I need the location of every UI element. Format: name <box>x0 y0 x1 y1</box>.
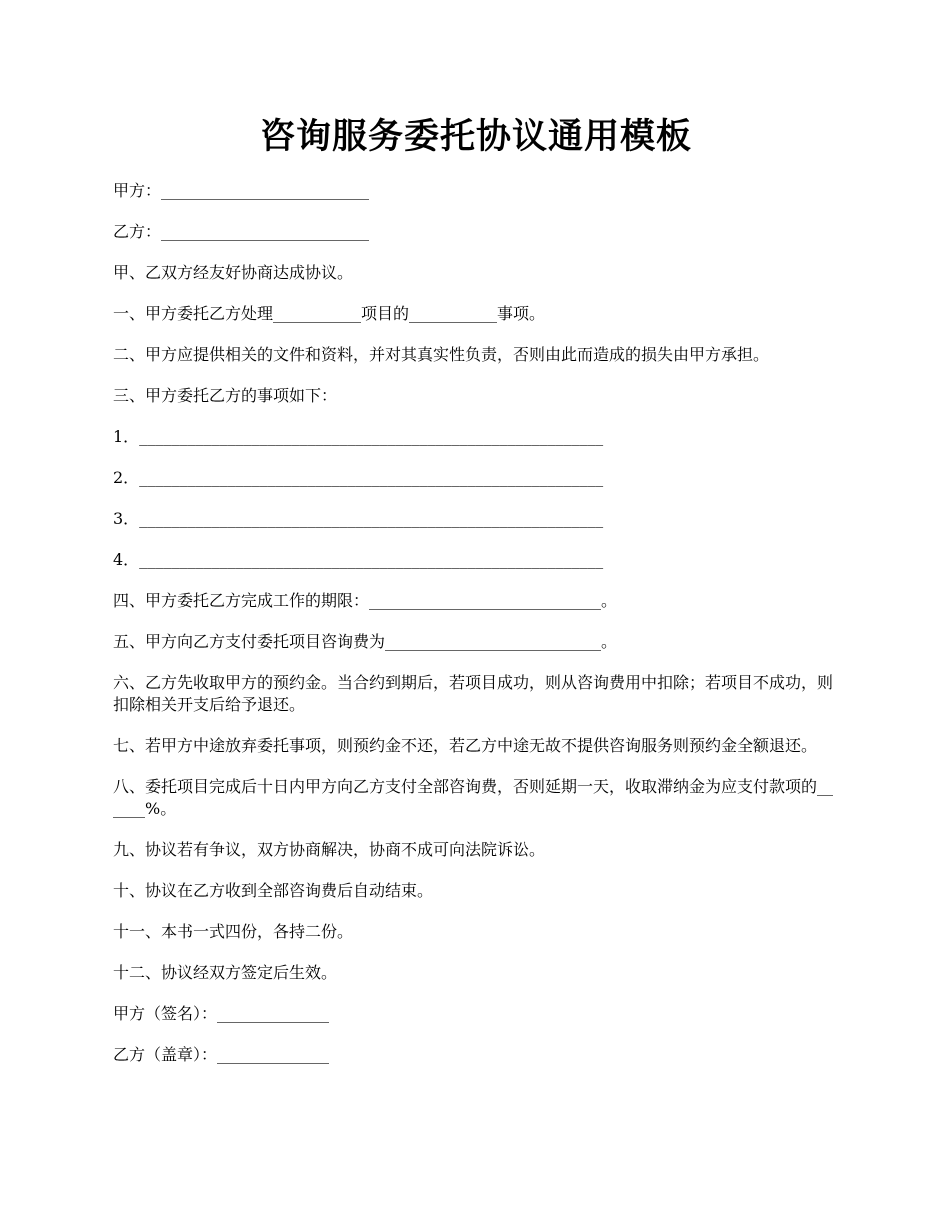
clause-1: 一、甲方委托乙方处理___________项目的___________事项。 <box>113 304 546 323</box>
clause-7: 七、若甲方中途放弃委托事项，则预约金不还，若乙方中途无故不提供咨询服务则预约金全额退还。 <box>113 736 818 755</box>
document-body <box>113 180 839 1085</box>
clause-12: 十二、协议经双方签定后生效。 <box>113 963 338 982</box>
item-3: 3．__________________________________________________________ <box>113 509 604 528</box>
clause-3: 三、甲方委托乙方的事项如下： <box>113 386 338 405</box>
document-title: 咨询服务委托协议通用模板 <box>259 117 692 157</box>
clause-5: 五、甲方向乙方支付委托项目咨询费为___________________________。 <box>113 632 618 651</box>
clause-2: 二、甲方应提供相关的文件和资料，并对其真实性负责，否则由此而造成的损失由甲方承担。 <box>113 345 770 364</box>
clause-4: 四、甲方委托乙方完成工作的期限：_____________________________。 <box>113 591 618 610</box>
item-4: 4．__________________________________________________________ <box>113 550 604 569</box>
agreement-intro: 甲、乙双方经友好协商达成协议。 <box>113 263 354 282</box>
item-1: 1．__________________________________________________________ <box>113 427 604 446</box>
clause-11: 十一、本书一式四份，各持二份。 <box>113 922 354 941</box>
party-b-seal: 乙方（盖章）：______________ <box>113 1045 330 1064</box>
clause-8: 八、委托项目完成后十日内甲方向乙方支付全部咨询费，否则延期一天，收取滞纳金为应支付款项的______%。 <box>113 777 834 818</box>
clause-6: 六、乙方先收取甲方的预约金。当合约到期后，若项目成功，则从咨询费用中扣除；若项目不成功，则扣除相关开支后给予退还。 <box>113 673 834 714</box>
party-b-line: 乙方：__________________________ <box>113 222 370 241</box>
clause-10: 十、协议在乙方收到全部咨询费后自动结束。 <box>113 881 434 900</box>
item-2: 2．__________________________________________________________ <box>113 468 604 487</box>
party-a-line: 甲方：__________________________ <box>113 181 370 200</box>
party-a-signature: 甲方（签名）：______________ <box>113 1004 330 1023</box>
clause-9: 九、协议若有争议，双方协商解决，协商不成可向法院诉讼。 <box>113 840 546 859</box>
